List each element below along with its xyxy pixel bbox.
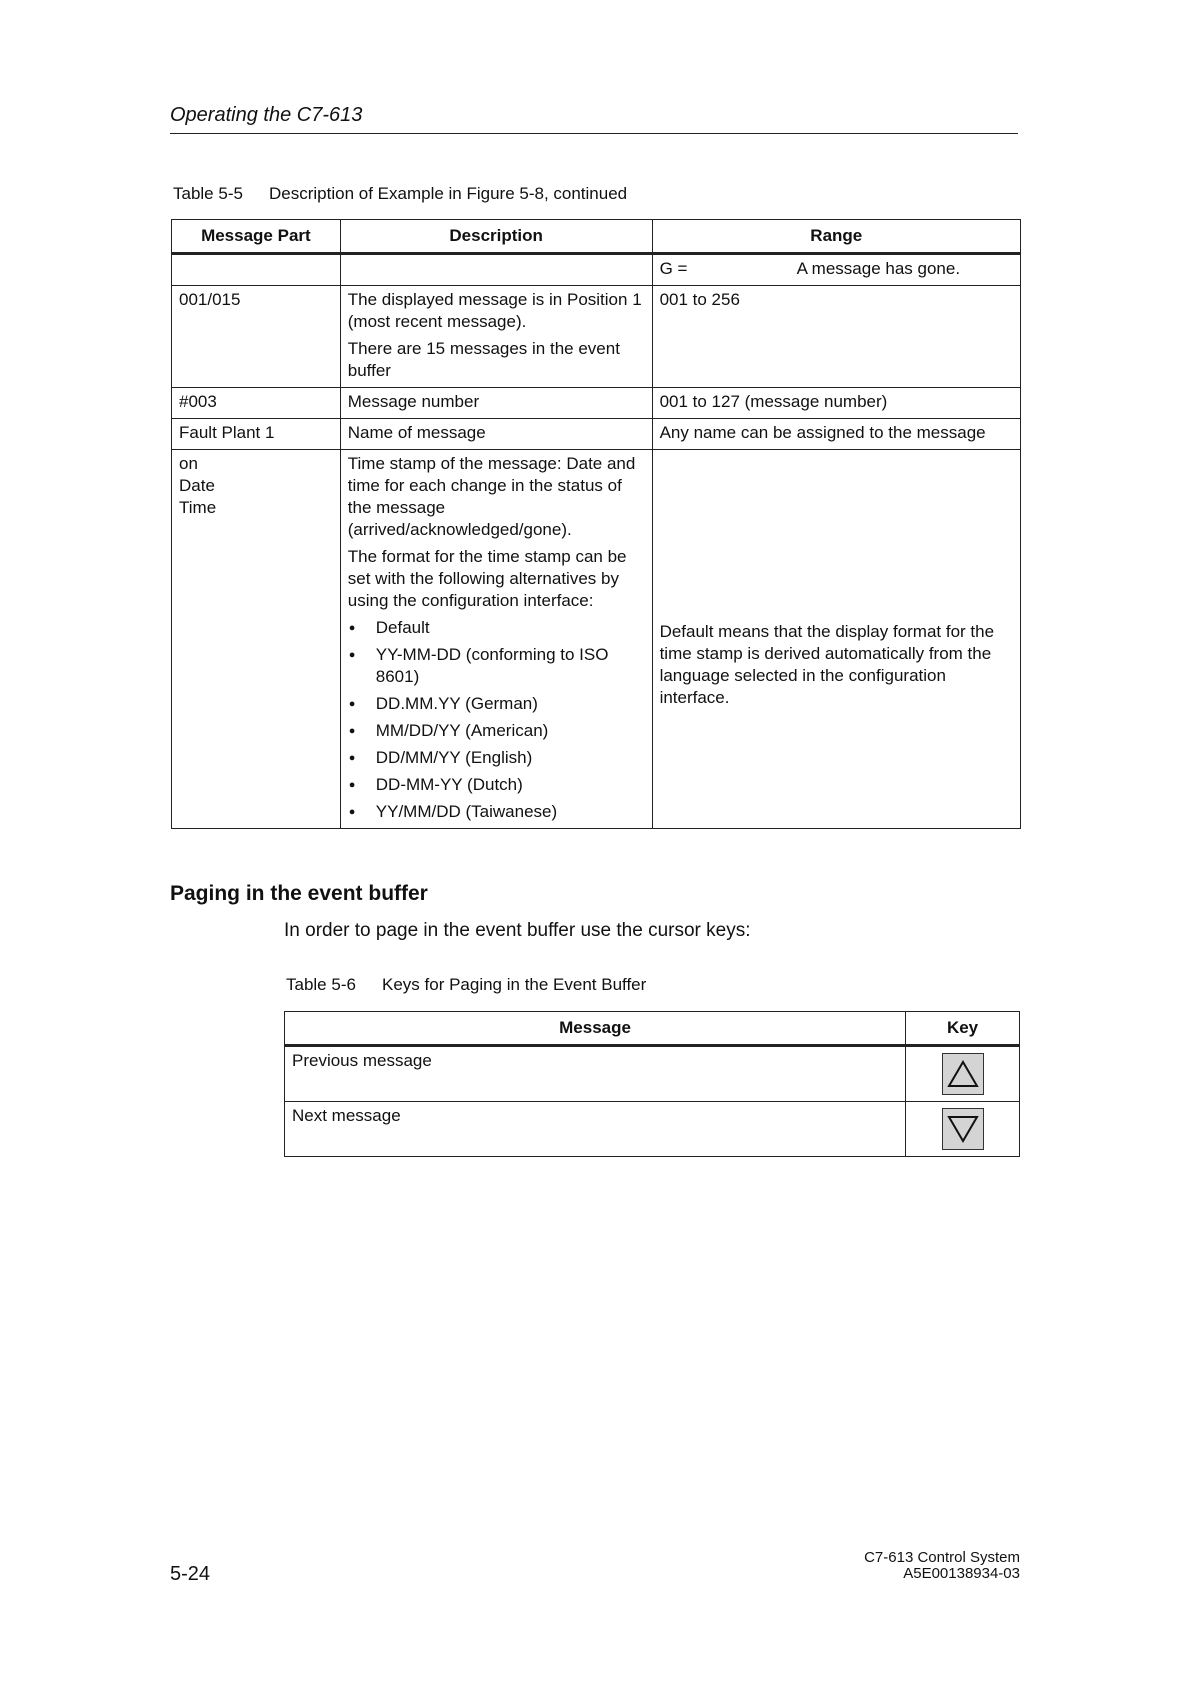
list-item: ● DD.MM.YY (German) xyxy=(348,693,645,715)
list-item: ● DD/MM/YY (English) xyxy=(348,747,645,769)
table-header-row xyxy=(172,220,1021,254)
range-text: A message has gone. xyxy=(796,259,961,278)
list-item: ● MM/DD/YY (American) xyxy=(348,720,645,742)
message-part-line: Date xyxy=(179,476,215,495)
range-cell: 001 to 127 (message number) xyxy=(652,388,1020,419)
column-header: Description xyxy=(340,220,652,254)
description-paragraph: Time stamp of the message: Date and time for each change in the status of the message (arrived/acknowledged/gone). xyxy=(347,454,636,539)
format-list xyxy=(348,617,645,823)
cursor-up-key-icon xyxy=(942,1053,984,1095)
table-cell xyxy=(172,254,341,286)
key-cell xyxy=(906,1046,1020,1102)
description-cell: Name of message xyxy=(340,419,652,450)
section-heading: Paging in the event buffer xyxy=(170,882,428,905)
list-item: ● YY-MM-DD (conforming to ISO 8601) xyxy=(348,644,645,688)
list-item: ● Default xyxy=(348,617,645,639)
table-row xyxy=(172,286,1021,388)
cursor-down-key-icon xyxy=(942,1108,984,1150)
paging-keys-table xyxy=(284,1011,1020,1157)
column-header: Key xyxy=(906,1012,1020,1046)
list-item: ● YY/MM/DD (Taiwanese) xyxy=(348,801,645,823)
running-header: Operating the C7-613 xyxy=(170,104,363,126)
table-title: Description of Example in Figure 5-8, continued xyxy=(269,184,628,203)
message-part-cell xyxy=(172,450,341,829)
table-header-row xyxy=(285,1012,1020,1046)
range-cell: 001 to 256 xyxy=(652,286,1020,388)
description-paragraph: There are 15 messages in the event buffer xyxy=(347,339,620,380)
description-cell xyxy=(340,450,652,829)
doc-number: A5E00138934-03 xyxy=(903,1565,1020,1582)
range-cell xyxy=(652,450,1020,829)
key-cell xyxy=(906,1102,1020,1157)
range-label: G = xyxy=(659,259,688,278)
table-row xyxy=(172,419,1021,450)
message-part-line: Time xyxy=(179,498,217,517)
description-paragraph: The displayed message is in Position 1 (most recent message). xyxy=(347,290,642,331)
table-row xyxy=(285,1102,1020,1157)
description-cell xyxy=(340,286,652,388)
table-row xyxy=(172,254,1021,286)
description-cell: Message number xyxy=(340,388,652,419)
list-item: ● DD-MM-YY (Dutch) xyxy=(348,774,645,796)
range-paragraph: Default means that the display format for the time stamp is derived automatically from the language selected in the configuration interface. xyxy=(659,622,995,707)
description-paragraph: The format for the time stamp can be set with the following alternatives by using the configuration interface: xyxy=(347,547,627,610)
column-header: Range xyxy=(652,220,1020,254)
table-5-5-caption xyxy=(173,184,627,204)
doc-title: C7-613 Control System xyxy=(864,1549,1020,1566)
table-title: Keys for Paging in the Event Buffer xyxy=(382,975,647,994)
message-part-cell: Fault Plant 1 xyxy=(172,419,341,450)
column-header: Message Part xyxy=(172,220,341,254)
table-row xyxy=(172,450,1021,829)
message-cell: Previous message xyxy=(285,1046,906,1102)
message-part-line: on xyxy=(179,454,198,473)
page-number: 5-24 xyxy=(170,1563,211,1585)
message-part-cell: #003 xyxy=(172,388,341,419)
header-rule xyxy=(170,133,1018,134)
message-part-cell: 001/015 xyxy=(172,286,341,388)
range-cell: Any name can be assigned to the message xyxy=(652,419,1020,450)
table-cell xyxy=(652,254,1020,286)
table-number: Table 5-6 xyxy=(286,975,356,994)
table-row xyxy=(172,388,1021,419)
column-header: Message xyxy=(285,1012,906,1046)
section-intro: In order to page in the event buffer use the cursor keys: xyxy=(284,920,751,941)
message-cell: Next message xyxy=(285,1102,906,1157)
footer-doc-info xyxy=(800,1550,1020,1582)
table-row xyxy=(285,1046,1020,1102)
table-number: Table 5-5 xyxy=(173,184,243,203)
description-table xyxy=(171,219,1021,829)
table-cell xyxy=(340,254,652,286)
table-5-6-caption xyxy=(286,975,646,995)
